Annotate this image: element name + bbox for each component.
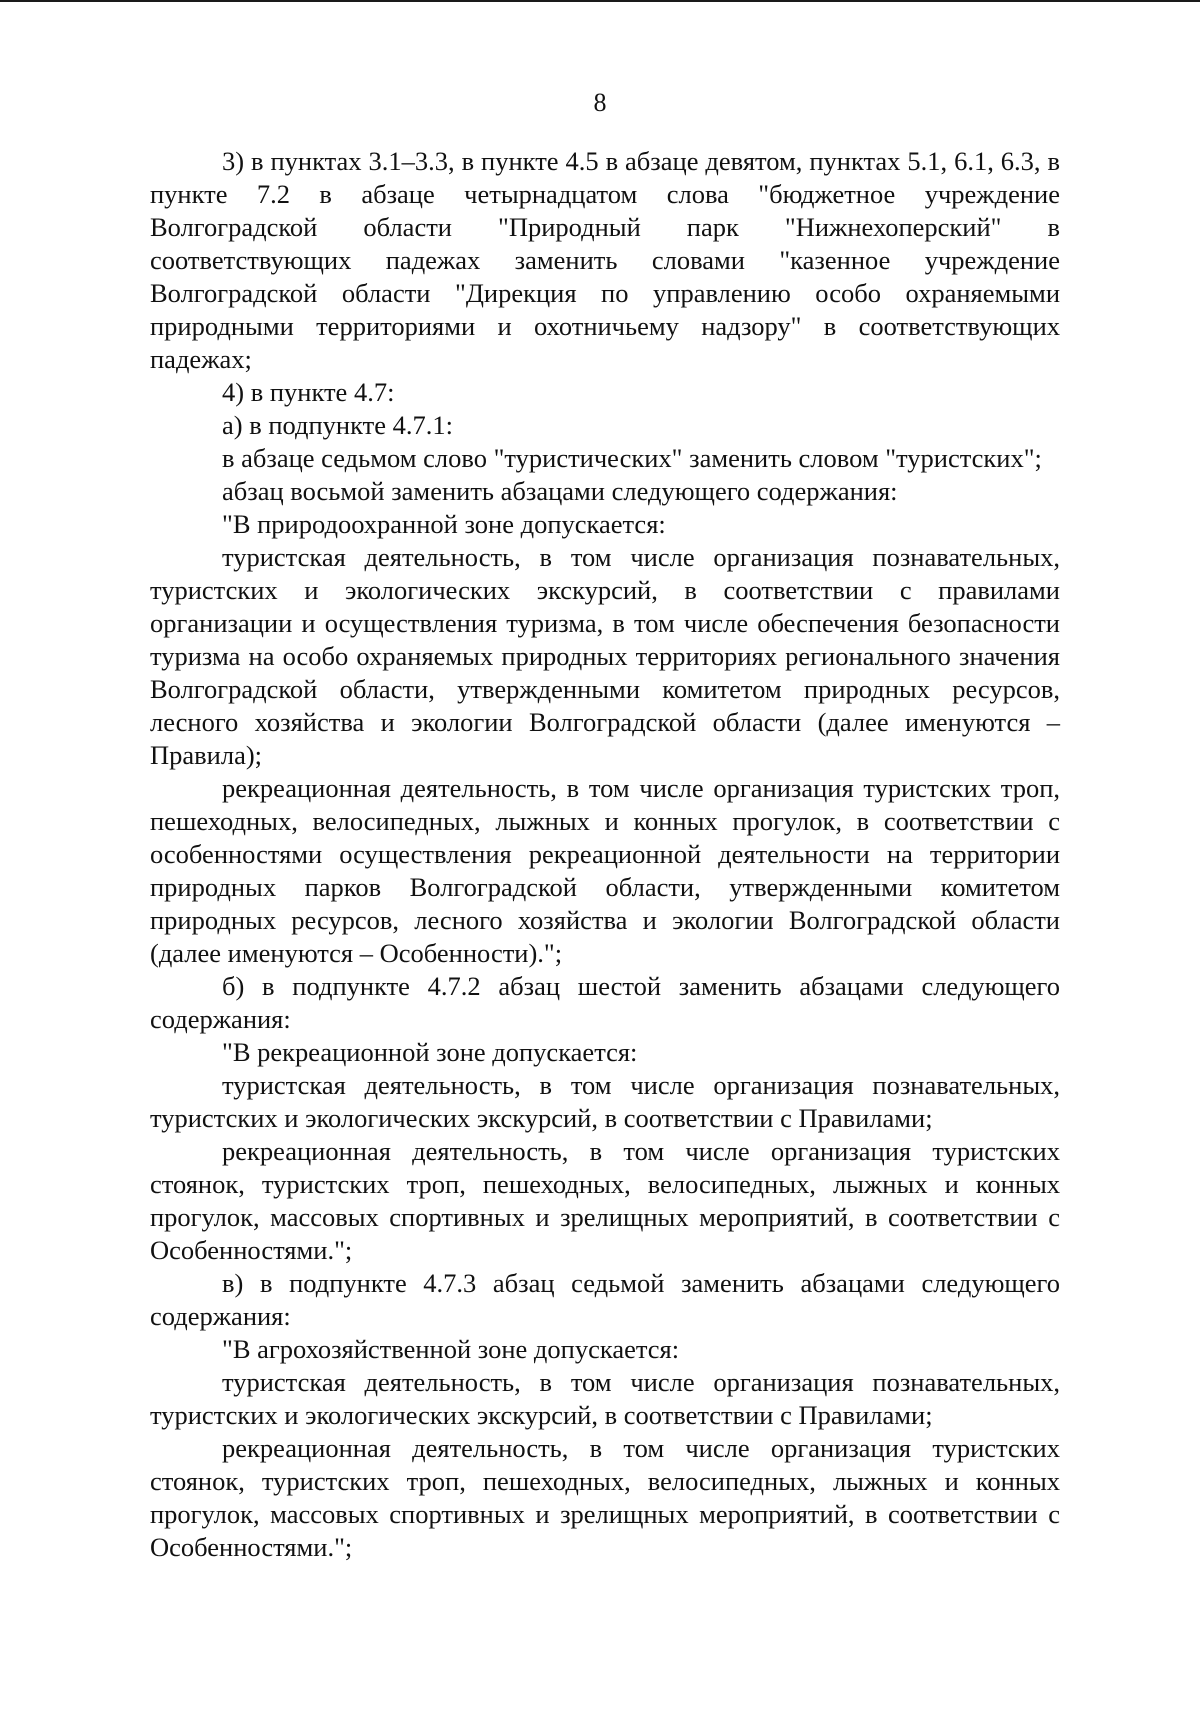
paragraph: туристская деятельность, в том числе организация познавательных, туристских и экологических экскурсий, в соответствии с Правилами; xyxy=(150,1070,1060,1133)
paragraph: туристская деятельность, в том числе организация познавательных, туристских и экологических экскурсий, в соответствии с правилами организации и осуществления туризма, в том числе обеспечения безопасности туризма на особо охраняемых природных территориях регионального значения Волгоградской области, утвержденными комитетом природных ресурсов, лесного хозяйства и экологии Волгоградской области (далее именуются – Правила); xyxy=(150,542,1060,770)
paragraph: в абзаце седьмом слово "туристических" заменить словом "туристских"; xyxy=(222,443,1042,473)
paragraph: рекреационная деятельность, в том числе организация туристских стоянок, туристских троп, пешеходных, велосипедных, лыжных и конных прогулок, массовых спортивных и зрелищных мероприятий, в соответствии с Особенностями."; xyxy=(150,1433,1060,1562)
paragraph: "В рекреационной зоне допускается: xyxy=(222,1037,638,1067)
paragraph: "В агрохозяйственной зоне допускается: xyxy=(222,1334,680,1364)
scan-border xyxy=(0,0,1200,2)
paragraph: 3) в пунктах 3.1–3.3, в пункте 4.5 в абзаце девятом, пунктах 5.1, 6.1, 6.3, в пункте 7.2 в абзаце четырнадцатом слова "бюджетное учреждение Волгоградской области "Природный парк "Нижнехоперский" в соответствующих падежах заменить словами "казенное учреждение Волгоградской области "Дирекция по управлению особо охраняемыми природными территориями и охотничьему надзору" в соответствующих падежах; xyxy=(150,146,1060,374)
document-body xyxy=(150,145,1060,1564)
page-number: 8 xyxy=(593,88,607,117)
paragraph: "В природоохранной зоне допускается: xyxy=(222,509,666,539)
paragraph: рекреационная деятельность, в том числе организация туристских троп, пешеходных, велосипедных, лыжных и конных прогулок, в соответствии с особенностями осуществления рекреационной деятельности на территории природных парков Волгоградской области, утвержденными комитетом природных ресурсов, лесного хозяйства и экологии Волгоградской области (далее именуются – Особенности)."; xyxy=(150,773,1060,968)
paragraph: рекреационная деятельность, в том числе организация туристских стоянок, туристских троп, пешеходных, велосипедных, лыжных и конных прогулок, массовых спортивных и зрелищных мероприятий, в соответствии с Особенностями."; xyxy=(150,1136,1060,1265)
paragraph: б) в подпункте 4.7.2 абзац шестой заменить абзацами следующего содержания: xyxy=(150,971,1060,1034)
paragraph: а) в подпункте 4.7.1: xyxy=(222,410,453,440)
paragraph: в) в подпункте 4.7.3 абзац седьмой заменить абзацами следующего содержания: xyxy=(150,1268,1060,1331)
paragraph: абзац восьмой заменить абзацами следующего содержания: xyxy=(222,476,898,506)
paragraph: туристская деятельность, в том числе организация познавательных, туристских и экологических экскурсий, в соответствии с Правилами; xyxy=(150,1367,1060,1430)
paragraph: 4) в пункте 4.7: xyxy=(222,377,395,407)
